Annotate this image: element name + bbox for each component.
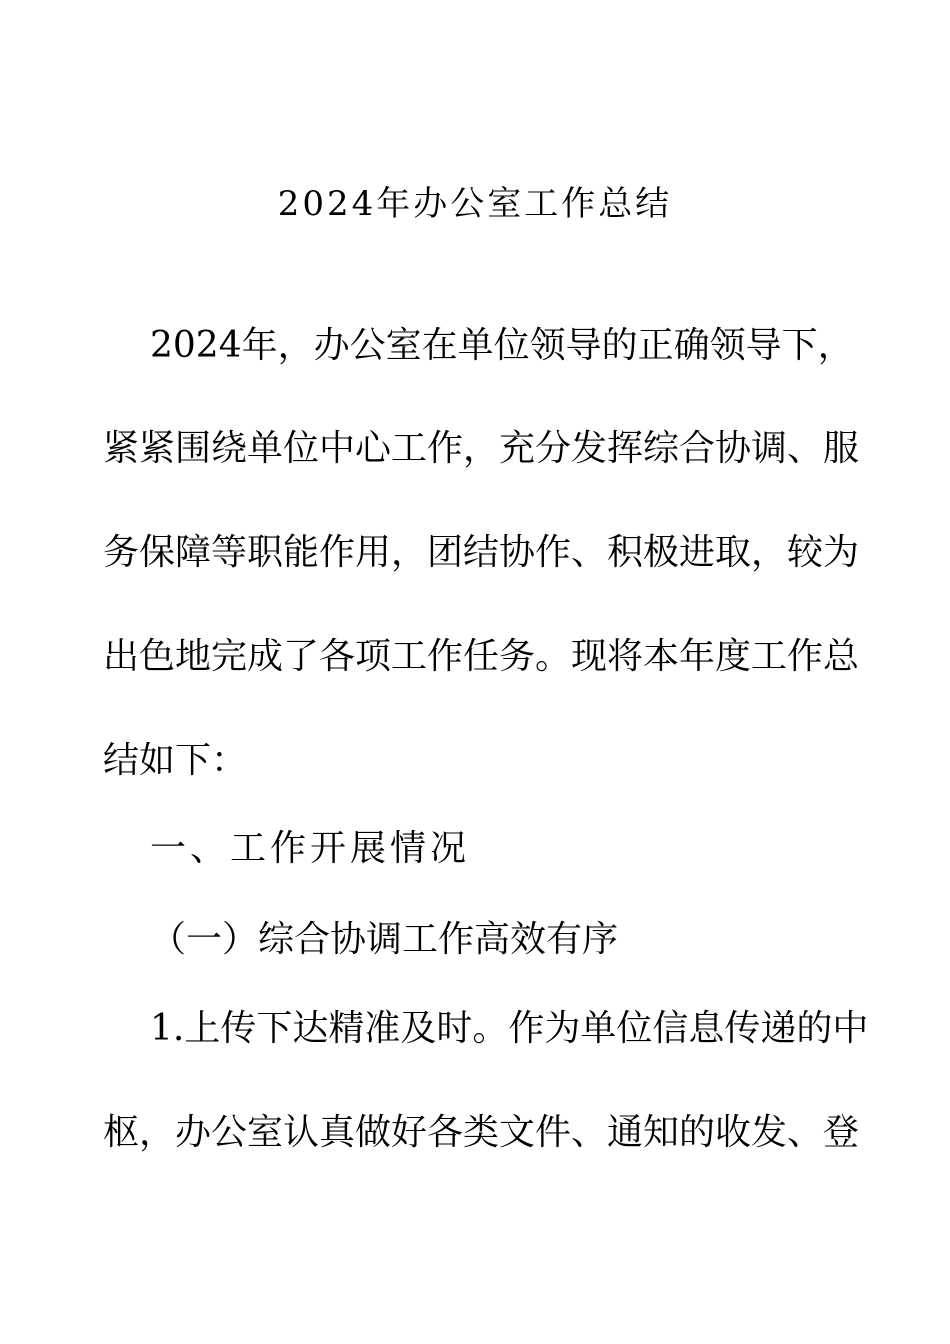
document-title: 2024年办公室工作总结 (277, 184, 673, 224)
paragraph-2-line-1: 1.上传下达精准及时。作为单位信息传递的中 (150, 1008, 869, 1049)
paragraph-1-line-2: 紧紧围绕单位中心工作，充分发挥综合协调、服 (103, 428, 860, 469)
paragraph-1-line-3: 务保障等职能作用，团结协作、积极进取，较为 (103, 532, 860, 573)
paragraph-1-line-5: 结如下： (103, 740, 248, 781)
paragraph-2-line-2: 枢，办公室认真做好各类文件、通知的收发、登 (103, 1112, 860, 1153)
section-heading-1: 一、工作开展情况 (150, 828, 471, 869)
section-heading-2: （一）综合协调工作高效有序 (150, 919, 619, 960)
paragraph-1-line-1: 2024年，办公室在单位领导的正确领导下， (150, 325, 854, 366)
paragraph-1-line-4: 出色地完成了各项工作任务。现将本年度工作总 (103, 636, 860, 677)
